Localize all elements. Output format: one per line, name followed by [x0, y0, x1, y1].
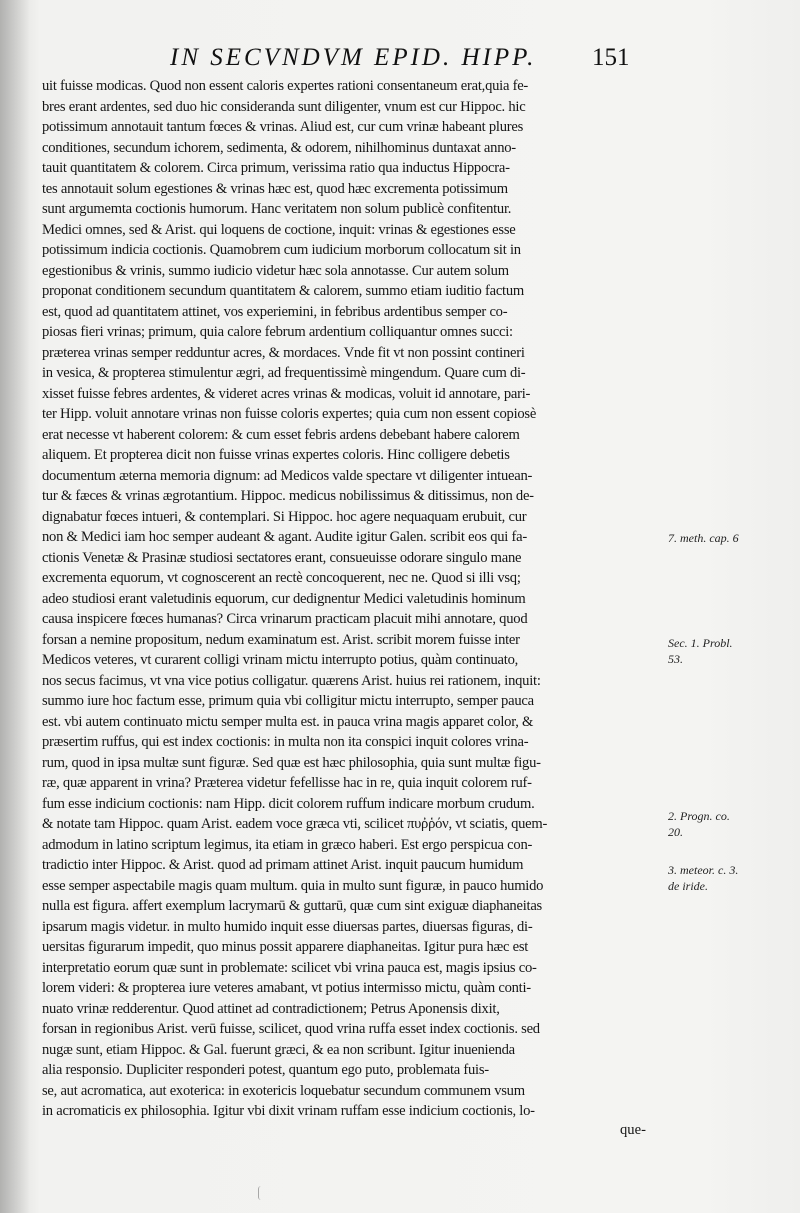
- text-line: lorem videri: & propterea iure veteres amabant, vt potius intermisso mictu, quàm conti-: [42, 980, 531, 996]
- text-line: forsan in regionibus Arist. verū fuisse, scilicet, quod vrina ruffa esset index coctionis. sed: [42, 1021, 540, 1037]
- text-line: summo iure hoc factum esse, primum quia vbi colligitur mictu interrupto, semper pauca: [42, 693, 534, 709]
- text-line: sunt argumemta coctionis humorum. Hanc veritatem non solum publicè confitentur.: [42, 201, 512, 217]
- text-line: nulla est figura. affert exemplum lacrymarū & guttarū, quæ cum sint exiguæ diaphaneitas: [42, 898, 542, 914]
- text-line: esse semper aspectabile magis quam multum. quia in multo sunt figuræ, in pauco humido: [42, 877, 544, 894]
- text-line: est. vbi autem continuato mictu semper multa est. in pauca vrina magis apparet color, &: [42, 713, 534, 730]
- text-line: tradictio inter Hippoc. & Arist. quod ad primam attinet Arist. inquit paucum humidum: [42, 857, 524, 873]
- text-line: non & Medici iam hoc semper audeant & agant. Audite igitur Galen. scribit eos qui fa-: [42, 529, 527, 545]
- page-number: 151: [592, 44, 630, 71]
- text-line: uersitas figurarum impedit, quo minus possit apparere diaphaneitas. Igitur pura hæc est: [42, 939, 529, 955]
- text-line: ræ, quæ apparent in vrina? Præterea videtur fefellisse hac in re, quia inquit colorem ruf-: [42, 775, 532, 791]
- text-line: ipsarum magis videtur. in multo humido inquit esse diuersas partes, diuersas figuras, di-: [42, 918, 533, 935]
- text-line: ter Hipp. voluit annotare vrinas non fuisse coloris expertes; quia cum non essent copiosè: [42, 406, 537, 422]
- text-line: alia responsio. Dupliciter responderi potest, quantum ego puto, problemata fuis-: [42, 1062, 489, 1078]
- text-line: excrementa equorum, vt cognoscerent an rectè concoquerent, nec ne. Quod si illi vsq;: [42, 570, 521, 586]
- text-line: rum, quod in ipsa multæ sunt figuræ. Sed quæ est hæc philosophia, quia sunt multæ figu-: [42, 754, 541, 771]
- text-line: se, aut acromatica, aut exoterica: in exotericis loquebatur secundum communem vsum: [42, 1082, 525, 1099]
- text-line: conditiones, secundum ichorem, sedimenta, & odorem, nihilhominus duntaxat anno-: [42, 139, 516, 156]
- text-line: nugæ sunt, etiam Hippoc. & Gal. fuerunt græci, & ea non scribunt. Igitur inuenienda: [42, 1041, 515, 1058]
- text-line: tur & fæces & vrinas ægrotantium. Hippoc. medicus nobilissimus & ditissimus, non de-: [42, 488, 534, 504]
- text-line: bres erant ardentes, sed duo hic consideranda sunt diligenter, vnum est cur Hippoc. hic: [42, 98, 526, 115]
- body-text: [42, 76, 662, 1122]
- text-line: tauit quantitatem & colorem. Circa primum, verissima ratio qua inductus Hippocra-: [42, 160, 510, 176]
- text-line: causa inspicere fœces humanas? Circa vrinarum practicam placuit mihi annotare, quod: [42, 611, 528, 627]
- text-line: præsertim ruffus, qui est index coctionis: in multa non ita conspici inquit colores vrina-: [42, 734, 529, 750]
- marginal-note-probl: [668, 635, 793, 667]
- text-line: uit fuisse modicas. Quod non essent caloris expertes rationi consentaneum erat,quia fe-: [42, 78, 529, 94]
- text-line: ctionis Venetæ & Prasinæ studiosi sectatores erant, consueuisse odorare singulo mane: [42, 549, 522, 566]
- text-line: in acromaticis ex philosophia. Igitur vbi dixit vrinam ruffam esse indicium coctionis, lo-: [42, 1103, 535, 1119]
- marginal-note-line: 2. Progn. co.: [668, 809, 730, 823]
- text-line: egestionibus & vrinis, summo iudicio videtur hæc sola annotasse. Cur autem solum: [42, 262, 509, 279]
- text-line: in vesica, & propterea stimulentur ægri, ad frequentissimè mingendum. Quare cum di-: [42, 365, 526, 381]
- marginal-note-line: 7. meth. cap. 6: [668, 531, 739, 545]
- marginal-note-line: 3. meteor. c. 3.: [668, 863, 739, 877]
- running-head: IN SECVNDVM EPID. HIPP.: [170, 44, 537, 71]
- text-line: Medicos veteres, vt curarent colligi vrinam mictu interrupto potius, quàm continuato,: [42, 652, 519, 668]
- text-line: piosas fieri vrinas; primum, quia calore februm ardentium colliquantur omnes succi:: [42, 324, 513, 340]
- text-line: dignabatur fœces intueri, & contemplari. Si Hippoc. hoc agere nequaquam erubuit, cur: [42, 508, 527, 525]
- text-line: xisset fuisse febres ardentes, & videret acres vrinas & modicas, voluit id annotare, pari-: [42, 385, 531, 402]
- ink-smudge: [258, 1186, 265, 1200]
- text-line: & notate tam Hippoc. quam Arist. eadem voce græca vti, scilicet πυῤῥόν, vt sciatis, quem-: [42, 816, 548, 832]
- marginal-note-line: de iride.: [668, 879, 708, 893]
- marginal-note-meth: [668, 530, 793, 546]
- gutter-shadow: [0, 0, 30, 1213]
- text-line: tes annotauit solum egestiones & vrinas hæc est, quod hæc excrementa potissimum: [42, 180, 508, 197]
- text-line: præterea vrinas semper redduntur acres, & mordaces. Vnde fit vt non possint contineri: [42, 344, 525, 361]
- text-line: nuato vrinæ redderentur. Quod attinet ad contradictionem; Petrus Aponensis dixit,: [42, 1000, 500, 1017]
- text-line: adeo studiosi erant valetudinis equorum, cur dedignentur Medici valetudinis hominum: [42, 590, 526, 607]
- text-line: potissimum annotauit tantum fœces & vrinas. Aliud est, cur cum vrinæ habeant plures: [42, 119, 524, 135]
- text-line: nos secus facimus, vt vna vice potius colligatur. quærens Arist. huius rei rationem, inquit:: [42, 672, 541, 689]
- text-line: erat necesse vt haberent colorem: & cum esset febris ardens debebant habere calorem: [42, 426, 520, 443]
- text-line: Medici omnes, sed & Arist. qui loquens de coctione, inquit: vrinas & egestiones esse: [42, 221, 516, 238]
- marginal-note-line: Sec. 1. Probl.: [668, 636, 733, 650]
- text-line: forsan a nemine propositum, nedum examinatum est. Arist. scribit morem fuisse inter: [42, 631, 520, 648]
- text-line: admodum in latino scriptum legimus, ita etiam in græco haberi. Est ergo perspicua con-: [42, 836, 533, 853]
- text-line: fum esse indicium coctionis: nam Hipp. dicit colorem ruffum indicare morbum crudum.: [42, 795, 535, 812]
- text-line: interpretatio eorum quæ sunt in problemate: scilicet vbi vrina pauca est, magis ipsius co-: [42, 959, 537, 976]
- marginal-note-line: 20.: [668, 825, 683, 839]
- marginal-note-meteor: [668, 862, 793, 894]
- text-line: aliquem. Et propterea dicit non fuisse vrinas expertes coloris. Hinc colligere debetis: [42, 447, 510, 463]
- marginal-note-line: 53.: [668, 652, 683, 666]
- text-line: potissimum indicia coctionis. Quamobrem cum iudicium morborum collocatum sit in: [42, 242, 521, 258]
- text-line: proponat conditionem secundum quantitatem & calorem, summo etiam iuditio factum: [42, 283, 524, 299]
- text-line: documentum æterna memoria dignum: ad Medicos valde spectare vt diligenter intuean-: [42, 467, 533, 484]
- marginal-note-progn: [668, 808, 793, 840]
- text-line: est, quod ad quantitatem attinet, vos experiemini, in febribus ardentibus semper co-: [42, 303, 508, 320]
- catchword: que-: [620, 1122, 646, 1138]
